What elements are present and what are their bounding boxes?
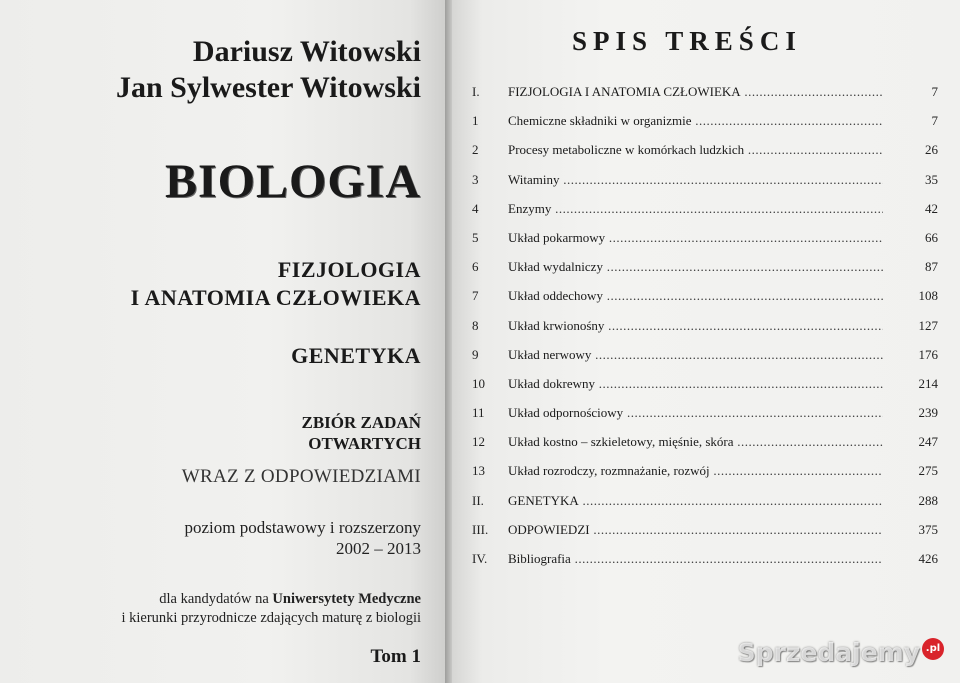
toc-row [472,282,942,311]
toc-number: 13 [472,463,485,479]
toc-title: Układ kostno – szkieletowy, mięśnie, skóra ..... [508,434,883,450]
toc-number: 7 [472,288,479,304]
book-gutter [445,0,452,683]
toc-title: Układ krwionośny ..... [508,318,883,334]
subtitle-line-2: I ANATOMIA CZŁOWIEKA [130,285,421,310]
author-1: Dariusz Witowski [192,35,421,68]
toc-number: I. [472,84,480,99]
watermark-text: Sprzedajemy [737,638,920,667]
toc-row [472,516,942,545]
toc-page-number: 275 [918,463,938,479]
toc-title: Układ odpornościowy ..... [508,405,883,421]
toc-row [472,545,942,574]
toc-page-number: 7 [931,84,938,99]
toc-title: Bibliografia ..... [508,551,883,567]
toc-number: III. [472,521,489,537]
toc-row [472,224,942,253]
toc-title: Witaminy ..... [508,172,883,188]
toc-row [472,136,942,165]
toc-title: Układ wydalniczy ..... [508,259,883,275]
toc-row [472,428,942,457]
toc-number: 8 [472,317,479,333]
toc-title: Układ rozrodczy, rozmnażanie, rozwój ..... [508,463,883,479]
toc-page-number: 239 [918,405,938,421]
toc-title: Chemiczne składniki w organizmie ..... [508,113,883,129]
with-answers-label: WRAZ Z ODPOWIEDZIAMI [181,466,421,487]
toc-number: 6 [472,259,479,275]
authors [116,34,421,106]
toc-page-number: 42 [925,200,938,216]
toc-title: FIZJOLOGIA I ANATOMIA CZŁOWIEKA ..... [508,84,883,100]
toc-row [472,107,942,136]
toc-number: 1 [472,113,479,129]
toc-number: 12 [472,434,485,450]
toc-page-number: 176 [918,346,938,362]
toc-page-number: 127 [918,317,938,333]
toc-title: Układ dokrewny ..... [508,376,883,392]
level-text: poziom podstawowy i rozszerzony [184,518,421,537]
toc-page-number: 247 [918,434,938,450]
watermark [738,638,944,667]
toc-title: ODPOWIEDZI ..... [508,522,883,538]
target-audience [121,590,421,628]
toc-page-number: 426 [918,551,938,566]
collection-line-1: ZBIÓR ZADAŃ [301,413,421,432]
toc-title: Procesy metaboliczne w komórkach ludzkich ..... [508,142,883,158]
book-title: BIOLOGIA [164,155,421,208]
toc-row [472,166,942,195]
target-line-2: i kierunki przyrodnicze zdających maturę z biologii [121,610,421,626]
toc-heading: SPIS TREŚCI [572,26,802,56]
toc-page-number: 288 [918,492,938,508]
right-page [452,0,960,683]
toc-number: 2 [472,142,479,158]
toc-page-number: 66 [925,229,938,245]
toc-row [472,78,942,107]
toc-number: 3 [472,171,479,187]
toc-number: IV. [472,551,488,566]
toc-title: Enzymy ..... [508,201,883,217]
toc-page-number: 214 [918,375,938,391]
toc-page-number: 7 [931,113,938,129]
toc-number: 11 [472,405,485,421]
toc-title: GENETYKA ..... [508,493,883,509]
toc-number: 5 [472,229,479,245]
toc-page-number: 108 [918,288,938,304]
toc-row [472,195,942,224]
toc-page-number: 87 [925,259,938,275]
collection-label [302,412,422,454]
toc-page-number: 26 [925,142,938,158]
toc-row [472,370,942,399]
toc-row [472,341,942,370]
toc-row [472,253,942,282]
toc-row [472,399,942,428]
subtitle-genetics: GENETYKA [291,343,421,368]
subtitle-physiology [131,256,421,312]
toc-row [472,312,942,341]
level-info [184,517,421,559]
toc-page-number: 375 [918,521,938,537]
collection-line-2: OTWARTYCH [308,434,421,453]
target-prefix: dla kandydatów na [159,591,273,607]
toc-title: Układ nerwowy ..... [508,347,883,363]
volume-label: Tom 1 [370,646,421,667]
toc-number: 10 [472,375,485,391]
toc-number: 9 [472,346,479,362]
toc-title: Układ oddechowy ..... [508,288,883,304]
author-2: Jan Sylwester Witowski [115,71,421,104]
toc-number: II. [472,492,484,508]
toc-page-number: 35 [925,171,938,187]
target-line-1 [121,590,421,609]
watermark-badge: .pl [922,638,944,660]
years-text: 2002 – 2013 [336,539,421,558]
toc-row [472,487,942,516]
table-of-contents [472,78,942,574]
toc-row [472,457,942,486]
subtitle-line-1: FIZJOLOGIA [277,257,421,282]
toc-title: Układ pokarmowy ..... [508,230,883,246]
target-bold: Uniwersytety Medyczne [272,591,421,607]
left-page [0,0,445,683]
toc-number: 4 [472,200,479,216]
